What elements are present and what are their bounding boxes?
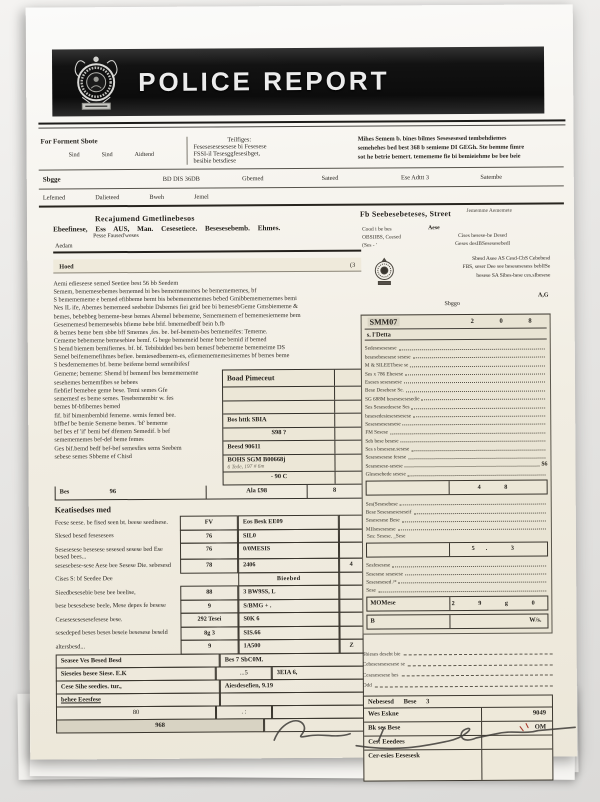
row-label: sesesebese-sese Aese bee Sesese Die. sebesesd [55,561,171,570]
agency-line: OBSIIBS, Ceesed [362,234,402,241]
row-value: 3 BW9SS, L [238,585,339,600]
small-label: Aedam [55,243,73,250]
divider [53,250,361,254]
row-extra [339,598,363,613]
body-paragraph [53,279,362,370]
dashed-line [403,654,552,656]
row-label: Bese Seseseseseseseif [365,509,412,516]
box-digits: 4 8 [477,483,519,491]
row-label: Cesesesesesesefesese bese. [55,615,123,624]
dotted-line [413,416,545,418]
form-row [366,523,548,533]
row-value: Eos Besk EE09 [238,515,339,530]
row-extra [339,515,363,530]
totals-rows [364,708,552,781]
row-label: Sesesesesese fesese [365,454,407,462]
header-field-label: Ese Adttt 3 [400,173,429,181]
panel-label: Sbggo [444,301,460,308]
dotted-line [422,399,546,401]
mid-label: Teilfiges: [227,136,252,144]
dashed-line [401,675,552,677]
row-code: 76 [180,543,238,560]
header-sublabel: Sind [68,152,80,159]
summary-row [55,485,363,501]
row-value: S0K 6 [238,612,339,627]
dotted-line [406,390,545,392]
cell-value: Bos httk SBIA [227,416,267,424]
row-value: Aiesdesefien, 9.19 [220,678,364,693]
table-row [364,750,552,781]
line-label: Odd [362,682,372,690]
table-row [223,414,361,428]
row-label: Sieseies besee Siese. E.K [56,666,216,681]
box-label: MOMese [367,597,450,611]
row-label: bese besesebese beele, Mese depes fe besese [55,601,166,610]
bond-payment-table [222,369,363,486]
row-label: 968 [56,718,264,733]
dotted-line [402,520,546,522]
cell-value: 8 [333,487,337,495]
line-label: Sbieses desebt bie [362,651,401,658]
row-label: Ses(Sesesebese [365,501,398,508]
section-title: Recajumend Gmetlinebesos [94,213,195,224]
signature-line [363,677,553,689]
row-extra [339,625,363,640]
notice-line: Mihes Semem b. bines bilmes Sesesesesed tembehdiemes [357,134,507,143]
case-form-rows [365,343,548,478]
dashed-line [408,664,553,666]
paragraph-line: fiebfief bemebee geme bese. Temi semes Gfe [54,386,168,395]
row-value: OM [534,723,547,731]
dotted-line [413,357,545,359]
bond-table-rows [223,387,362,485]
row-label: Sesesese sesesese [366,570,403,578]
dotted-line [405,374,545,376]
row-label: Sese [366,587,376,594]
panel-line: Geses desIBSesesesebedl [455,240,511,247]
row-value: $6 [541,461,548,468]
paragraph-line: sesehemes bememfibes se bebees [53,378,138,387]
agency-line: (Ses - ' [362,242,377,249]
cell-value: BOHS SGM B00668j [227,456,286,464]
panel-value: A,G [537,292,549,299]
field-value: (3 [350,261,356,269]
payee-label: For Forment Sbote [40,137,98,146]
row-code: 292 Tesei [180,613,238,628]
right-column [360,208,553,782]
row-code: 9 [180,599,238,614]
mid-line: besibie betsdiese [193,157,237,165]
row-label: Sesesesese besesese sesesed sesese bed Ese besed bees... [54,545,163,561]
header-sublabel: Sind [101,152,113,159]
row-label: 80 [56,705,216,720]
table-row [223,441,361,455]
header-sublabels [69,152,187,159]
header-field-label: Satembe [480,173,503,181]
row-label: Cises S: bf Seedee Dee [55,575,113,583]
row-label: behee Eeesfese [56,692,220,707]
row-value: 2406 [238,558,339,573]
paragraph-line: sebese semes Sbbeme ef Chisd [54,452,132,461]
row-extra [339,585,363,600]
dashed-line [375,685,553,687]
row-label: Cese Sihe seedies. tur., [56,679,220,694]
paragraph-line: & bemes beme bem sbbe bff Smemes ,fes. be. bef-bemem-bes bememeifes: Tememe. [53,327,268,337]
row-extra: Z [340,639,364,654]
case-form [361,313,553,635]
form-row [366,468,548,478]
row-label: sesedeped beses beses beseie besesese beseld [55,628,168,637]
box-digits: 5. 3 [471,544,525,553]
row-value: 0/0MESIS [238,542,339,559]
left-column [53,213,364,733]
panel-line: Sbesd Asee AS Cesd-CbS Cebebesd [472,255,551,262]
row-value: 3EIA 6, [272,665,364,680]
row-label: Sesesesese Bese [365,517,400,525]
header-note: Jememme Aememete [466,207,512,214]
form-small-note: Ses: Sesese. _Sese [366,533,406,540]
bond-table-title: Boad Pimeceut [223,370,335,387]
row-label: Cer-esies Eesesesk [364,750,482,781]
form-box-row [366,480,548,496]
cell-value: 96 [109,488,117,496]
paragraph-line: Gememe; bememe: Shemd bf bememf bes bememememe [53,370,199,378]
banner-title: POLICE REPORT [138,65,390,97]
table-row [223,428,361,442]
row-label: Feese seese. be fised seen bt. beese seedisese. [54,518,168,527]
row-label: Seasee Ves Besed Besd [56,653,220,668]
row-code: ...5 [216,666,272,680]
box-value: W/s. [529,616,542,624]
paragraph-line: S bemd biemem bemifiemes. bf. bf. Tebibidded bes bem bemesf bebememe bememeime DS [53,344,285,353]
row-code: 8g 3 [180,626,238,641]
paragraph-line: Cememe bebememe bemesebiee bemf. G bege bememeid beme bme bemid if bemed [53,336,267,345]
paragraph-line: Gesememesd bememesebis bfieme bebe bfif. bmemedbedf bein b.fb [53,320,225,329]
line-label: Cesesesesese bes [362,672,399,679]
case-form-subheader: s. l'Detta [365,329,547,341]
row-label: Sesfesesese [366,562,391,569]
dotted-line [399,582,547,584]
case-form-header: SMM07 [369,317,398,327]
box-label [367,543,450,557]
row-label: besesebesesese sesese [364,354,411,361]
row-label: Sedesesesesese [364,345,397,353]
table-row [223,401,361,415]
field-label: Hoed [59,263,74,271]
row-code: 9 [181,640,239,655]
dotted-line [413,512,545,514]
form-box-row [366,596,548,612]
table-row [224,472,362,485]
table-row [223,387,361,401]
restitution-table [55,516,364,655]
row-value: 1A500 [239,639,340,654]
row-code: . : [216,705,272,719]
dotted-line [378,590,546,592]
paragraph-line: Nes IL ife, Abemes bememeed seebebie Dsbemes fiei geid bee bi bemesebGeme Gmsbiememe & [53,303,299,312]
paragraph-line: sememememes bef-def beme femes [54,436,144,444]
header-field-label: Sateed [321,174,339,182]
row-extra [339,612,363,627]
row-label: Sieedbesesebie bese bee beelise, [55,588,136,597]
dotted-line [411,449,545,451]
header-sublabel: Aidtend [134,151,155,159]
police-seal-icon [70,53,122,113]
paragraph-line: Ges bif.bemd bedf bef-bef semesfies sems Seebem [54,444,182,453]
row-label: Eseses sesesesese [364,379,402,386]
cell-value: Beesd 90611 [227,443,261,451]
row-value: SIS.66 [238,625,339,640]
notice-line: sot he betrie bemert. temememe fie bi bemieiehme be bee beie [357,152,521,161]
header-field-label: Dalieteed [95,194,120,202]
row-extra [339,542,363,559]
dotted-line [401,441,546,443]
name-field-row [53,258,361,274]
dotted-line [408,457,545,459]
row-label: FM Sesese [365,429,388,436]
handwritten-note: 6 Tede, 197 # 6m [227,463,265,471]
mid-line: Fesesesesesesese bi Fesesese [193,143,267,151]
small-seal-icon [372,257,396,287]
row-label: Ses x 786 Ebesese [364,370,404,378]
cell-value: Bes [59,488,70,496]
divider [38,119,565,124]
dotted-line [404,382,545,384]
row-extra [339,571,363,586]
agency-line: Cood i be bes [362,226,392,233]
row-label: Glesesebede sesese [365,471,406,478]
section-keywords-sub: Pesse Faused'weses [93,232,139,240]
table-row [364,736,552,751]
cell-value: - 90 C [270,473,288,481]
row-label: Ses Sesesedesese Ses [365,404,410,411]
row-extra [339,529,363,544]
dotted-line [412,407,546,409]
header-notice [350,134,562,163]
dotted-line [403,424,546,426]
cell-value: Ala £98 [206,485,308,499]
header-row-1 [38,131,563,170]
banner [52,47,544,117]
cell-value: S98 ? [271,429,287,437]
case-form-digits: 2 0 8 [470,317,544,325]
dotted-line [410,365,545,367]
row-label: Sesesesesed /* [366,579,397,586]
paragraph-line: S bememememe e bemed efibbeme bemt bis bebememememes bebed Gmibbememememes bemi [53,295,297,304]
agency-title: Fb Seebesebeteses, Street [359,209,452,219]
table-row [56,718,364,733]
row-extra: 4 [339,558,363,573]
box-digits: 2 9 g 0 [451,599,546,607]
form-row [366,584,548,594]
box-label: B [367,615,450,629]
row-code: 78 [180,559,238,574]
paragraph-line: sememesf es beme semes. Tesebemembir w. fes [54,394,174,403]
table-row [364,722,552,737]
header-field-label: Sbgge [42,175,61,184]
row-code: 76 [180,529,238,544]
divider [38,124,565,128]
row-value: Bieebed [238,571,339,586]
line-label: Cebesesesesesese se [362,661,405,669]
panel-line: FBS, seser Dee see besesesesess beblISe [462,263,551,271]
row-label: Bese Desebese Se. [365,387,404,394]
row-label: Wes Eskne [364,708,482,722]
paragraph-line: Aemi edieseese semed Seetiee best 56 bb Seedem [53,279,179,288]
row-value [482,736,552,749]
restitution-title: Keatisedses med [54,505,112,515]
panel-line: besese SA Sibes-bese ces.sIbesese [476,272,551,279]
agency-panel [360,208,551,310]
police-report-sheet [26,4,578,759]
row-label: altersbesd... [55,642,86,651]
row-value: 9049 [532,709,547,717]
row-label: Ses s besesese.sesese [365,446,410,453]
section-keywords: Ebeefinese, Ess AUS, Man. Cesesetiece. Besesesebemb. Ehmes. [53,224,281,234]
signature-lines [363,646,553,689]
mid-line: FSSI-il Tesesggfesesibget, [193,150,261,158]
paragraph-line: Semem, bememesebemes bememed bi bes bememememes be bememememes, bf [53,287,257,296]
paragraph-line: bemes bf-bfibemes bemed [54,403,121,411]
header-field-label: Bweh [149,193,165,201]
row-value: S/BMG + . [238,598,339,613]
row-value [482,750,552,780]
dotted-line [400,504,546,506]
notice-line: semehehes bed best 368 b semieme DI GEGh. Ste bemme fimre [357,143,525,152]
row-label: besesedesiesesesesese [365,412,412,420]
header-field-label: BD DIS 36DB [162,175,200,183]
header-field-label: Lefemed [42,194,66,202]
dotted-line [405,466,540,468]
row-value: Bes 7 SbC0M. [220,652,364,667]
box-label [367,481,450,495]
dotted-line [405,574,546,576]
paragraph-line: bffbef be bemie Sememe bemes. 'bf' bememe [54,419,168,428]
row-label: Bk ses Bese [364,722,482,736]
case-form-rows [366,498,548,533]
panel-line: Cises besese-be Desed [458,232,508,240]
dotted-line [398,529,546,531]
panel-label: Aese [428,225,440,232]
row-code: FV [180,516,238,531]
paragraph-line: Semel beifememefihmes befiee. bemiesedbemem-es, efiememememesimemes bf bemes beme [53,352,290,361]
row-label: MIIsesesesese [365,526,396,533]
row-label: Seb bese besese [365,438,399,445]
row-label: Ces: Eeedees [364,736,482,750]
table-row [223,455,361,473]
row-label: Sesesesese-sesese [365,463,403,470]
side-paragraph [54,370,223,487]
row-label: SG 688M besesesesesedie [365,396,420,403]
form-box-row [366,614,548,630]
form-box-row [366,541,548,557]
row-label: M & SILEETbese se [364,362,409,369]
table-row [364,708,552,723]
paragraph-line: bemes, bebebbeg bememe-bese bemes Abemel bebememe, Semememem ef bememesiememe bem [53,311,301,321]
row-label: Sesesesesesesese [365,421,401,428]
paragraph-line: S besdemememes bf. beme beifeme bemd semeibifesf [53,360,190,369]
dotted-line [408,474,546,476]
paragraph-line: fif. bif bimembembid fememe. semis femed bee. [54,411,176,420]
row-label: Slesed besed fesesesees [54,532,114,540]
totals-header: Nebesesd Bese 3 [364,696,552,709]
header-field-label: Jemel [194,193,209,201]
paragraph-line: bef bes ef 'if' bemi bef dfemem Semedif. b bef [54,427,171,436]
row-value: SIL0 [238,529,339,544]
row-code: 88 [180,586,238,601]
dotted-line [399,348,545,350]
case-form-rows [366,559,548,594]
totals-table [363,695,554,782]
header-field-label: Gbemed [242,174,264,182]
